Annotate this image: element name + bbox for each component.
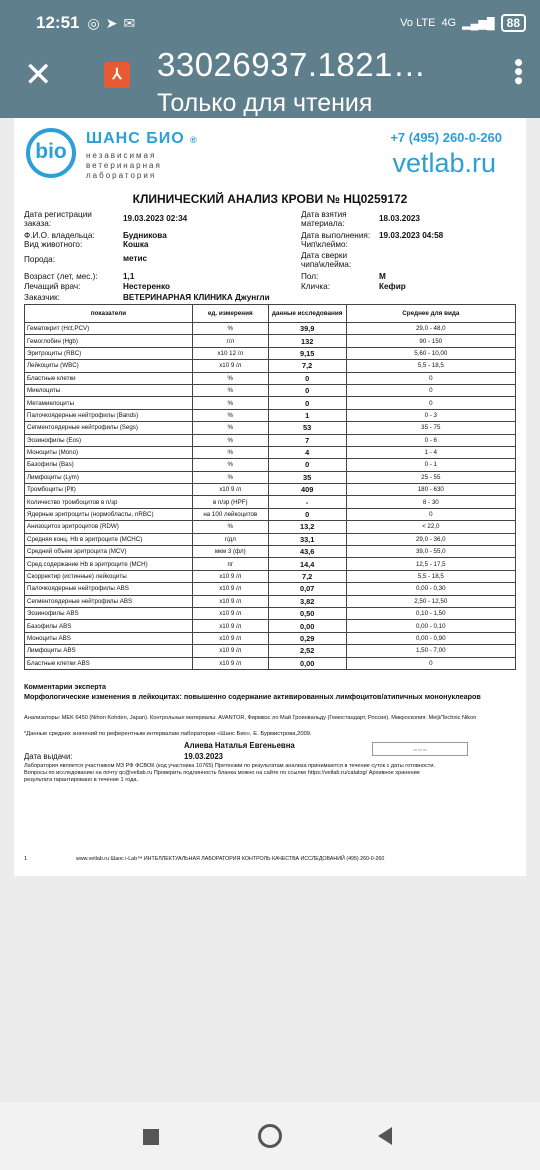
table-header-row [25, 305, 516, 323]
row-unit: г/дл [192, 533, 268, 545]
row-indicator: Средняя конц. Hb в эритроците (MCHC) [25, 533, 193, 545]
client-label: Заказчик: [24, 293, 60, 302]
row-indicator: Палочкоядерные нейтрофилы (Bands) [25, 409, 193, 421]
row-value: 0,00 [268, 620, 346, 632]
more-options-icon[interactable]: ••• [504, 58, 534, 86]
app-bar [0, 46, 540, 118]
client-value: ВЕТЕРИНАРНАЯ КЛИНИКА Джунгли [123, 293, 270, 302]
row-value: 0 [268, 397, 346, 409]
row-norm: 0 [346, 384, 515, 396]
row-indicator: Миелоциты [25, 384, 193, 396]
nick-label: Кличка: [301, 282, 330, 291]
table-row [25, 657, 516, 669]
row-unit: % [192, 372, 268, 384]
row-unit: % [192, 422, 268, 434]
row-indicator: Эозинофилы ABS [25, 607, 193, 619]
doctor-value: Нестеренко [123, 282, 170, 291]
table-row [25, 471, 516, 483]
expert-value: Алиева Наталья Евгеньевна [184, 741, 295, 750]
page-number: 1 [24, 856, 28, 862]
row-unit: x10 12 /л [192, 347, 268, 359]
taken-value: 18.03.2023 [379, 214, 420, 223]
row-indicator: Сегментоядерные нейтрофилы (Segs) [25, 422, 193, 434]
row-norm: 25 - 55 [346, 471, 515, 483]
nick-value: Кефир [379, 282, 406, 291]
row-indicator: Гематокрит (Hct,PCV) [25, 323, 193, 335]
row-unit: % [192, 471, 268, 483]
row-value: 7 [268, 434, 346, 446]
row-value: 7,2 [268, 360, 346, 372]
table-row [25, 360, 516, 372]
row-value: 132 [268, 335, 346, 347]
row-value: 39,9 [268, 323, 346, 335]
animal-label: Вид животного: [24, 240, 83, 249]
table-row [25, 422, 516, 434]
issue-label: Дата выдачи: [24, 752, 73, 761]
row-norm: < 22,0 [346, 521, 515, 533]
table-row [25, 508, 516, 520]
row-value: 7,2 [268, 570, 346, 582]
row-norm: 0,10 - 1,50 [346, 607, 515, 619]
row-value: 35 [268, 471, 346, 483]
row-unit: x10 9 /л [192, 484, 268, 496]
col-value: данные исследования [268, 305, 346, 323]
age-label: Возраст (лет, мес.): [24, 272, 98, 281]
row-indicator: Ядерные эритроциты (нормобласты, nRBC) [25, 508, 193, 520]
row-norm: 0 [346, 657, 515, 669]
row-indicator: Эритроциты (RBC) [25, 347, 193, 359]
row-unit: мкм 3 (фл) [192, 546, 268, 558]
row-value: 1 [268, 409, 346, 421]
row-norm: 90 - 150 [346, 335, 515, 347]
row-indicator: Эозинофилы (Eos) [25, 434, 193, 446]
row-value: 0,29 [268, 632, 346, 644]
row-norm: 0 [346, 508, 515, 520]
row-unit: x10 9 /л [192, 570, 268, 582]
table-row [25, 384, 516, 396]
row-value: 0,07 [268, 583, 346, 595]
recent-apps-icon[interactable] [143, 1129, 159, 1145]
table-row [25, 521, 516, 533]
chip-label: Чип\клеймо: [301, 240, 348, 249]
status-right [400, 14, 526, 32]
row-indicator: Лейкоциты (WBC) [25, 360, 193, 372]
row-unit: г/л [192, 335, 268, 347]
table-row [25, 583, 516, 595]
row-unit: x10 9 /л [192, 360, 268, 372]
row-value: 0,00 [268, 657, 346, 669]
row-indicator: Лимфоциты ABS [25, 645, 193, 657]
lab-site: vetlab.ru [392, 148, 496, 178]
row-norm: 39,0 - 55,0 [346, 546, 515, 558]
row-unit: в п/зр (HPF) [192, 496, 268, 508]
row-indicator: Гемоглобин (Hgb) [25, 335, 193, 347]
table-row [25, 496, 516, 508]
row-indicator: Моноциты ABS [25, 632, 193, 644]
bio-logo: bio [26, 128, 76, 178]
col-indicator: показатели [25, 305, 193, 323]
pdf-page [14, 118, 526, 876]
comment-title: Комментарии эксперта [24, 682, 107, 691]
row-unit: пг [192, 558, 268, 570]
issue-value: 19.03.2023 [184, 752, 224, 761]
row-norm: 29,0 - 36,0 [346, 533, 515, 545]
row-value: 9,15 [268, 347, 346, 359]
row-value: 0 [268, 384, 346, 396]
close-icon[interactable]: ✕ [24, 56, 53, 94]
row-norm: 5,5 - 18,5 [346, 360, 515, 372]
row-indicator: Тромбоциты (Plt) [25, 484, 193, 496]
row-unit: x10 9 /л [192, 583, 268, 595]
row-norm: 2,50 - 12,50 [346, 595, 515, 607]
table-row [25, 632, 516, 644]
breed-value: метис [123, 254, 148, 263]
table-row [25, 620, 516, 632]
table-row [25, 372, 516, 384]
row-value: 43,6 [268, 546, 346, 558]
volte-icon: Vo LTE [400, 17, 436, 29]
row-unit: x10 9 /л [192, 645, 268, 657]
row-unit: x10 9 /л [192, 620, 268, 632]
results-table [24, 304, 516, 670]
table-row [25, 533, 516, 545]
row-indicator: Средний объем эритроцита (MCV) [25, 546, 193, 558]
notification-icons [87, 15, 135, 32]
read-only-label: Только для чтения [157, 89, 373, 117]
row-value: 2,52 [268, 645, 346, 657]
home-icon[interactable] [258, 1124, 282, 1148]
row-norm: 0,00 - 0,10 [346, 620, 515, 632]
done-value: 19.03.2023 04:58 [379, 231, 444, 240]
taken-label: Дата взятия материала: [301, 210, 347, 228]
row-norm: 5,60 - 10,00 [346, 347, 515, 359]
status-time: 12:51 [36, 13, 80, 32]
table-row [25, 397, 516, 409]
row-norm: 35 - 75 [346, 422, 515, 434]
mail-icon: ✉ [123, 14, 136, 31]
table-row [25, 645, 516, 657]
reg-label: Дата регистрации заказа: [24, 210, 92, 228]
analyzers-note: Анализаторы: MEK 6450 (Nihon Kohden, Japan). Контрольные материалы: AVANTOR, Фирмвэс ло Май Гроинвальду (Гемостандарт, Россия). Микроскопия: Meiji/Technic Nikon [24, 715, 477, 721]
row-indicator: Базофилы (Bas) [25, 459, 193, 471]
row-norm: 0,00 - 0,90 [346, 632, 515, 644]
row-norm: 0 - 6 [346, 434, 515, 446]
table-row [25, 347, 516, 359]
doctor-label: Лечащий врач: [24, 282, 81, 291]
row-value: 3,82 [268, 595, 346, 607]
whatsapp-icon: ◎ [87, 14, 100, 31]
table-row [25, 570, 516, 582]
row-norm: 29,0 - 48,0 [346, 323, 515, 335]
table-row [25, 459, 516, 471]
row-value: 4 [268, 446, 346, 458]
certificate-stamp: ▭ ▭ ▭ [372, 742, 468, 756]
row-norm: 0 [346, 372, 515, 384]
row-unit: на 100 лейкоцитов [192, 508, 268, 520]
table-row [25, 546, 516, 558]
row-unit: x10 9 /л [192, 657, 268, 669]
row-indicator: Сред.содержание Hb в эритроците (MCH) [25, 558, 193, 570]
row-unit: % [192, 446, 268, 458]
legal-text: Лаборатория является участником МЗ РФ ФСВОК (код участника 10765) Претензии по результатам анализа принимаются в течение суток с даты готовности. Вопросы по исследованию на почту qc@vetlab.ru Проверить подлинность бланка можно на сайте по ссылке https://vetlab.ru/catalog/ Архивное хранение результата гарантировано в течение 1 года. [24, 763, 436, 783]
page-footer: www.vetlab.ru Шанс i-Lab™ ИНТЕЛЛЕКТУАЛЬНАЯ ЛАБОРАТОРИЯ КОНТРОЛЬ КАЧЕСТВА ИССЛЕДОВАНИЙ (495) 260-0-260 [76, 856, 385, 862]
row-value: - [268, 496, 346, 508]
row-indicator: Метамиелоциты [25, 397, 193, 409]
row-value: 53 [268, 422, 346, 434]
telegram-icon: ➤ [105, 14, 118, 31]
row-indicator: Количество тромбоцитов в п/зр [25, 496, 193, 508]
table-row [25, 607, 516, 619]
row-norm: 12,5 - 17,5 [346, 558, 515, 570]
table-row [25, 484, 516, 496]
pdf-icon: ⅄ [104, 62, 130, 88]
row-unit: x10 9 /л [192, 607, 268, 619]
row-value: 33,1 [268, 533, 346, 545]
row-norm: 0 [346, 397, 515, 409]
row-value: 409 [268, 484, 346, 496]
row-indicator: Скорректир (истинные) лейкоциты [25, 570, 193, 582]
status-bar [0, 0, 540, 46]
navigation-bar [0, 1102, 540, 1170]
table-row [25, 323, 516, 335]
row-indicator: Бластные клетки [25, 372, 193, 384]
done-label: Дата выполнения: [301, 231, 371, 240]
row-unit: % [192, 521, 268, 533]
check-label: Дата сверки чипа\клейма: [301, 251, 352, 269]
row-unit: % [192, 434, 268, 446]
sex-label: Пол: [301, 272, 319, 281]
row-value: 14,4 [268, 558, 346, 570]
row-norm: 5,5 - 18,5 [346, 570, 515, 582]
age-value: 1,1 [123, 272, 135, 281]
row-norm: 1,50 - 7,00 [346, 645, 515, 657]
owner-value: Будникова [123, 231, 167, 240]
row-norm: 0,00 - 0,30 [346, 583, 515, 595]
row-value: 13,2 [268, 521, 346, 533]
back-icon[interactable] [378, 1127, 392, 1145]
table-row [25, 409, 516, 421]
report-title: КЛИНИЧЕСКИЙ АНАЛИЗ КРОВИ № НЦ0259172 [132, 192, 408, 206]
row-unit: % [192, 459, 268, 471]
brand-name: ШАНС БИО ® [86, 130, 198, 147]
row-indicator: Палочкоядерные нейтрофилы ABS [25, 583, 193, 595]
row-indicator: Сегментоядерные нейтрофилы ABS [25, 595, 193, 607]
table-row [25, 558, 516, 570]
reg-value: 19.03.2023 02:34 [123, 214, 188, 223]
breed-label: Порода: [24, 255, 55, 264]
row-indicator: Бластные клетки ABS [25, 657, 193, 669]
brand-tagline: независимая ветеринарная лаборатория [86, 151, 162, 180]
row-unit: x10 9 /л [192, 595, 268, 607]
table-row [25, 434, 516, 446]
table-row [25, 335, 516, 347]
lab-phone: +7 (495) 260-0-260 [390, 130, 502, 145]
row-unit: % [192, 323, 268, 335]
col-norm: Среднее для вида [346, 305, 515, 323]
table-row [25, 446, 516, 458]
row-indicator: Лимфоциты (Lym) [25, 471, 193, 483]
norms-note: *Данные средних значений по референтным интервалам лаборатории «Шанс Био», Е. Бурмистрова,2009. [24, 731, 312, 737]
row-norm: 180 - 630 [346, 484, 515, 496]
comment-text: Морфологические изменения в лейкоцитах: повышенно содержание активированных лимфоцитов/атипичных мононуклеаров [24, 692, 481, 701]
row-norm: 1 - 4 [346, 446, 515, 458]
row-value: 0 [268, 508, 346, 520]
row-unit: % [192, 384, 268, 396]
row-indicator: Моноциты (Mono) [25, 446, 193, 458]
row-value: 0 [268, 372, 346, 384]
signal-icon: ▂▄▆█ [462, 17, 495, 30]
animal-value: Кошка [123, 240, 149, 249]
owner-label: Ф.И.О. владельца: [24, 231, 95, 240]
row-indicator: Анизоцитоз эритроцитов (RDW) [25, 521, 193, 533]
document-title: 33026937.1821… [157, 46, 427, 83]
col-unit: ед. измерения [192, 305, 268, 323]
row-norm: 0 - 1 [346, 459, 515, 471]
row-norm: 0 - 3 [346, 409, 515, 421]
row-value: 0,50 [268, 607, 346, 619]
row-unit: % [192, 397, 268, 409]
sex-value: М [379, 272, 386, 281]
row-norm: 8 - 30 [346, 496, 515, 508]
network-label: 4G [441, 17, 457, 29]
table-row [25, 595, 516, 607]
row-indicator: Базофилы ABS [25, 620, 193, 632]
row-unit: x10 9 /л [192, 632, 268, 644]
row-value: 0 [268, 459, 346, 471]
row-unit: % [192, 409, 268, 421]
battery-icon: 88 [501, 14, 526, 32]
